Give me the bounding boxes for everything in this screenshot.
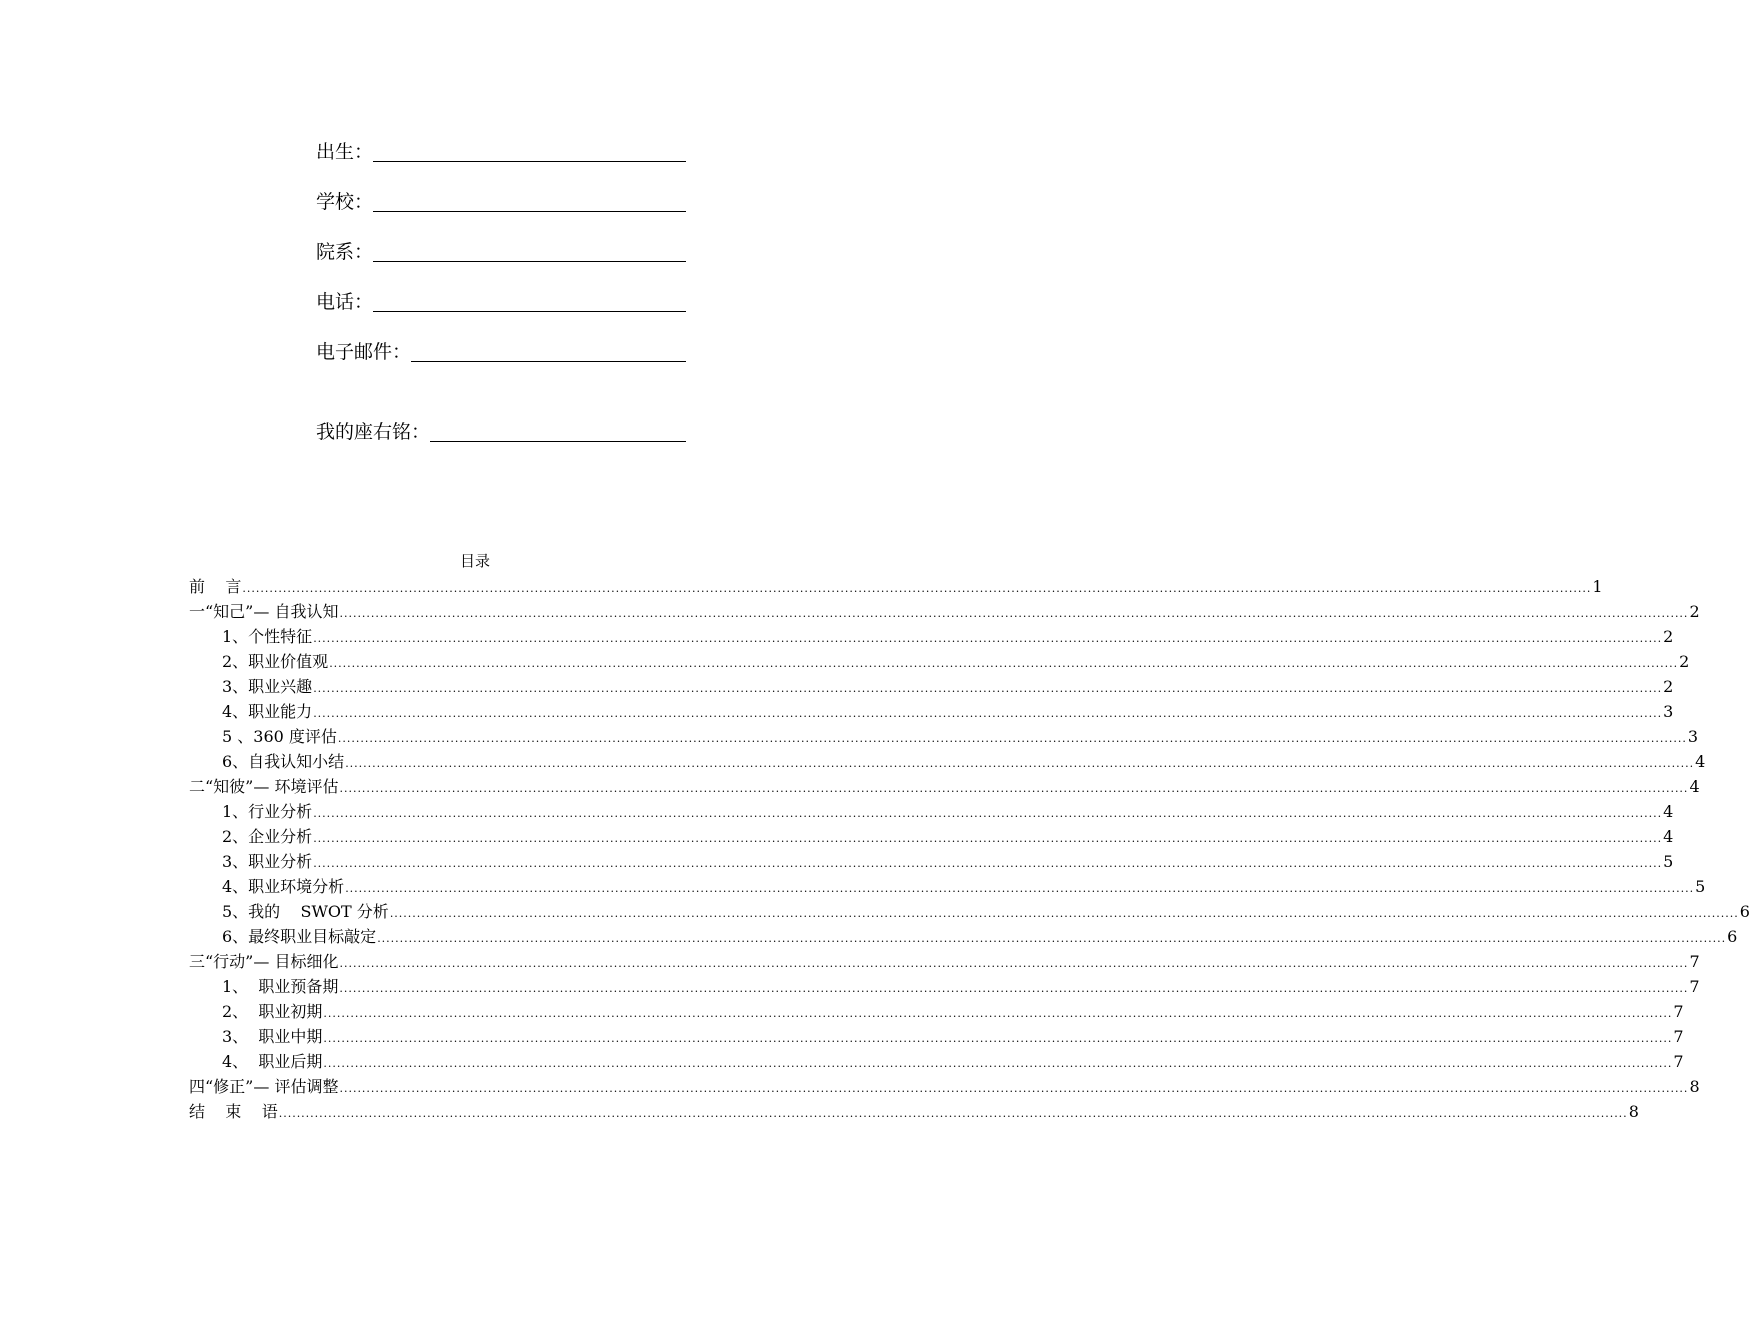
toc-dot-leader: ............................................................................................................................................................................................................................................................................................................ — [323, 1057, 1673, 1070]
phone-label: 电话： — [316, 291, 374, 313]
phone-blank-line — [373, 289, 686, 312]
toc-page-number: 1 — [1592, 577, 1603, 596]
toc-dot-leader: ............................................................................................................................................................................................................................................................................................................ — [339, 1082, 1689, 1095]
toc-dot-leader: ............................................................................................................................................................................................................................................................................................................ — [329, 657, 1679, 670]
toc-page-number: 7 — [1673, 1027, 1684, 1046]
toc-dot-leader: ............................................................................................................................................................................................................................................................................................................ — [377, 932, 1727, 945]
toc-entry[interactable] — [189, 649, 1690, 674]
toc-dot-leader: ............................................................................................................................................................................................................................................................................................................ — [339, 982, 1689, 995]
toc-entry-text: 三“行动”— 目标细化 — [189, 952, 339, 971]
toc-entry-text: 3、职业分析 — [222, 852, 313, 871]
toc-entry-text: 四“修正”— 评估调整 — [189, 1077, 339, 1096]
email-field — [316, 336, 686, 366]
toc-entry[interactable] — [189, 974, 1700, 999]
toc-title: 目录 — [459, 552, 490, 570]
toc-entry[interactable] — [189, 999, 1684, 1024]
toc-dot-leader: ............................................................................................................................................................................................................................................................................................................ — [313, 832, 1663, 845]
toc-entry[interactable] — [189, 949, 1700, 974]
toc-page-number: 6 — [1739, 902, 1750, 921]
toc-entry-text: 1、行业分析 — [222, 802, 313, 821]
school-label: 学校： — [316, 191, 374, 213]
toc-dot-leader: ............................................................................................................................................................................................................................................................................................................ — [339, 607, 1689, 620]
toc-entry-text: 4、职业环境分析 — [222, 877, 345, 896]
toc-dot-leader: ............................................................................................................................................................................................................................................................................................................ — [313, 707, 1663, 720]
department-label: 院系： — [316, 241, 374, 263]
email-label: 电子邮件： — [316, 341, 412, 363]
motto-label: 我的座右铭： — [316, 421, 431, 443]
toc-entry[interactable] — [189, 674, 1674, 699]
birth-label: 出生： — [316, 141, 374, 163]
school-blank-line — [373, 189, 686, 212]
toc-entry-text: 3、 职业中期 — [222, 1027, 323, 1046]
toc-entry[interactable] — [189, 824, 1674, 849]
toc-page-number: 2 — [1663, 677, 1674, 696]
personal-info-form — [316, 136, 686, 466]
toc-page-number: 5 — [1695, 877, 1706, 896]
toc-dot-leader: ............................................................................................................................................................................................................................................................................................................ — [337, 732, 1687, 745]
toc-page-number: 2 — [1689, 602, 1700, 621]
toc-page-number: 2 — [1679, 652, 1690, 671]
toc-entry[interactable] — [189, 874, 1706, 899]
toc-page-number: 3 — [1663, 702, 1674, 721]
toc-entry[interactable] — [189, 849, 1674, 874]
toc-entry[interactable] — [189, 599, 1700, 624]
toc-entry[interactable] — [189, 1099, 1639, 1124]
toc-entry-text: 4、 职业后期 — [222, 1052, 323, 1071]
toc-page-number: 4 — [1689, 777, 1700, 796]
email-blank-line — [411, 339, 686, 362]
department-field — [316, 236, 686, 266]
toc-entry-text: 2、 职业初期 — [222, 1002, 323, 1021]
toc-entry-text: 6、自我认知小结 — [222, 752, 345, 771]
toc-dot-leader: ............................................................................................................................................................................................................................................................................................................ — [242, 582, 1592, 595]
toc-entry-text: 二“知彼”— 环境评估 — [189, 777, 339, 796]
toc-entry[interactable] — [189, 774, 1700, 799]
toc-dot-leader: ............................................................................................................................................................................................................................................................................................................ — [339, 782, 1689, 795]
toc-dot-leader: ............................................................................................................................................................................................................................................................................................................ — [313, 632, 1663, 645]
toc-dot-leader: ............................................................................................................................................................................................................................................................................................................ — [278, 1107, 1628, 1120]
toc-entry-text: 6、最终职业目标敲定 — [222, 927, 377, 946]
toc-dot-leader: ............................................................................................................................................................................................................................................................................................................ — [345, 882, 1695, 895]
toc-entry[interactable] — [189, 924, 1738, 949]
toc-page-number: 8 — [1628, 1102, 1639, 1121]
toc-entry-text: 3、职业兴趣 — [222, 677, 313, 696]
toc-page-number: 6 — [1727, 927, 1738, 946]
toc-dot-leader: ............................................................................................................................................................................................................................................................................................................ — [313, 807, 1663, 820]
toc-entry[interactable] — [189, 1049, 1684, 1074]
toc-page-number: 4 — [1695, 752, 1706, 771]
toc-dot-leader: ............................................................................................................................................................................................................................................................................................................ — [339, 957, 1689, 970]
toc-page-number: 3 — [1687, 727, 1699, 746]
toc-entry[interactable] — [189, 749, 1706, 774]
toc-page-number: 2 — [1663, 627, 1674, 646]
department-blank-line — [373, 239, 686, 262]
toc-entry-text: 2、职业价值观 — [222, 652, 329, 671]
motto-field — [316, 416, 686, 446]
toc-page-number: 8 — [1689, 1077, 1700, 1096]
toc-dot-leader: ............................................................................................................................................................................................................................................................................................................ — [323, 1032, 1673, 1045]
toc-dot-leader: ............................................................................................................................................................................................................................................................................................................ — [313, 682, 1663, 695]
toc-entry-text: 前 言 — [189, 577, 242, 596]
toc-entry[interactable] — [189, 699, 1674, 724]
toc-dot-leader: ............................................................................................................................................................................................................................................................................................................ — [389, 907, 1739, 920]
toc-entry-text: 5 、360 度评估 — [222, 727, 337, 746]
toc-entry[interactable] — [189, 899, 1750, 924]
toc-dot-leader: ............................................................................................................................................................................................................................................................................................................ — [313, 857, 1663, 870]
toc-entry-text: 1、 职业预备期 — [222, 977, 339, 996]
toc-dot-leader: ............................................................................................................................................................................................................................................................................................................ — [345, 757, 1695, 770]
birth-field — [316, 136, 686, 166]
toc-page-number: 5 — [1663, 852, 1674, 871]
toc-page-number: 7 — [1689, 977, 1700, 996]
toc-entry-text: 结 束 语 — [189, 1102, 278, 1121]
table-of-contents — [189, 574, 1750, 1124]
toc-entry-text: 4、职业能力 — [222, 702, 313, 721]
school-field — [316, 186, 686, 216]
motto-blank-line — [430, 419, 686, 442]
toc-dot-leader: ............................................................................................................................................................................................................................................................................................................ — [323, 1007, 1673, 1020]
toc-page-number: 4 — [1663, 802, 1674, 821]
toc-page-number: 4 — [1663, 827, 1674, 846]
toc-entry-text: 1、个性特征 — [222, 627, 313, 646]
toc-entry-text: 一“知己”— 自我认知 — [189, 602, 339, 621]
toc-entry[interactable] — [189, 624, 1674, 649]
toc-page-number: 7 — [1673, 1002, 1684, 1021]
toc-page-number: 7 — [1689, 952, 1700, 971]
toc-entry[interactable] — [189, 799, 1674, 824]
phone-field — [316, 286, 686, 316]
toc-entry-text: 5、我的 SWOT 分析 — [222, 902, 389, 921]
toc-entry-text: 2、企业分析 — [222, 827, 313, 846]
toc-entry[interactable] — [189, 1024, 1684, 1049]
toc-entry[interactable] — [189, 1074, 1700, 1099]
toc-entry[interactable] — [189, 724, 1699, 749]
toc-entry[interactable] — [189, 574, 1603, 599]
toc-page-number: 7 — [1673, 1052, 1684, 1071]
birth-blank-line — [373, 139, 686, 162]
